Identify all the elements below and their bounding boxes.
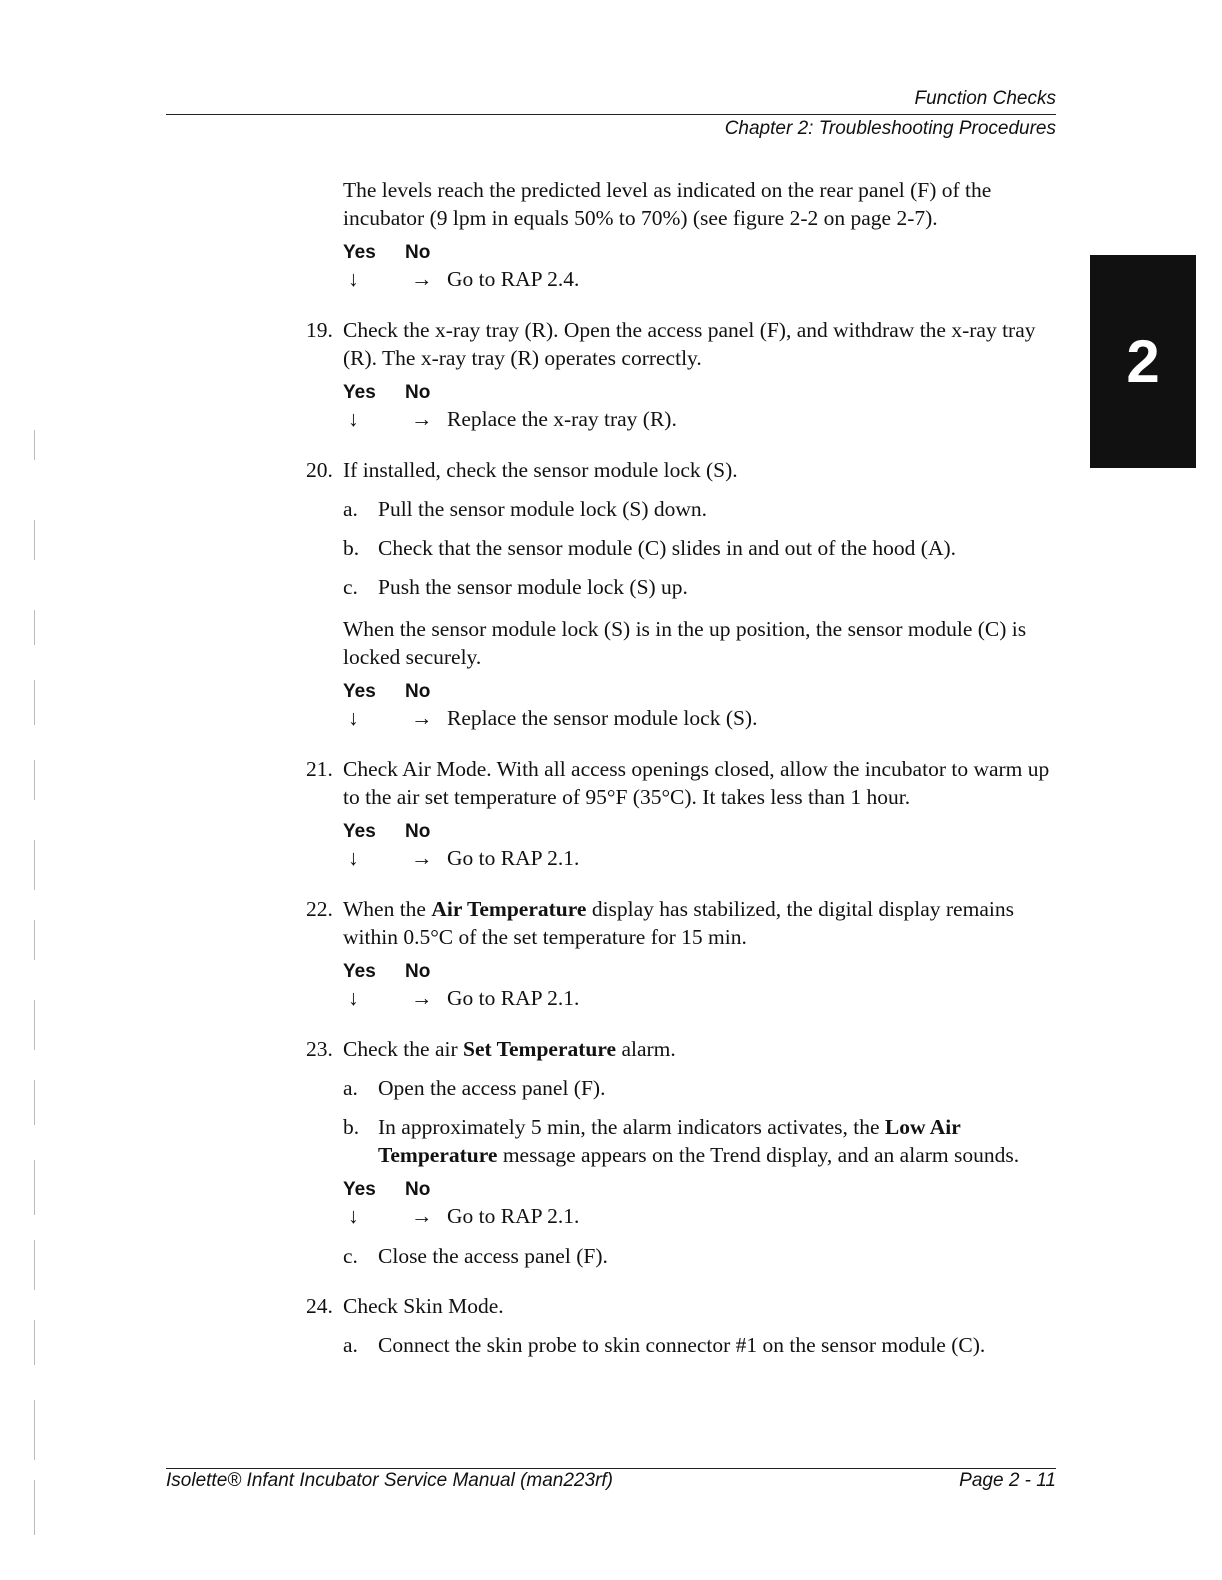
yes-no-labels bbox=[306, 242, 1066, 264]
step-21 bbox=[306, 755, 1066, 811]
right-arrow-icon: → bbox=[411, 986, 433, 1010]
substep bbox=[306, 1242, 1066, 1270]
substep bbox=[306, 573, 1066, 601]
yes-no-labels bbox=[306, 382, 1066, 404]
action-text: Go to RAP 2.1. bbox=[447, 986, 580, 1010]
decision-action bbox=[306, 264, 1066, 294]
substep-letter: b. bbox=[343, 1115, 360, 1139]
down-arrow-icon: ↓ bbox=[348, 706, 359, 730]
action-text: Go to RAP 2.1. bbox=[447, 846, 580, 870]
yes-label: Yes bbox=[343, 242, 376, 263]
step-text: Check the x-ray tray (R). Open the access panel (F), and withdraw the x-ray tray (R). The x-ray tray (R) operates correctly. bbox=[343, 318, 1036, 370]
step-text: Check the air Set Temperature alarm. bbox=[343, 1037, 676, 1061]
yes-label: Yes bbox=[343, 821, 376, 842]
step-number: 21. bbox=[306, 757, 333, 781]
decision-action bbox=[306, 983, 1066, 1013]
step-text: If installed, check the sensor module lock (S). bbox=[343, 458, 738, 482]
footer-rule bbox=[166, 1468, 1056, 1469]
down-arrow-icon: ↓ bbox=[348, 267, 359, 291]
right-arrow-icon: → bbox=[411, 407, 433, 431]
chapter-tab: 2 bbox=[1090, 255, 1196, 468]
yes-no-labels bbox=[306, 821, 1066, 843]
action-text: Go to RAP 2.4. bbox=[447, 267, 580, 291]
yes-no-labels bbox=[306, 681, 1066, 703]
action-text: Replace the sensor module lock (S). bbox=[447, 706, 758, 730]
right-arrow-icon: → bbox=[411, 846, 433, 870]
step-22 bbox=[306, 895, 1066, 951]
substep-text: Pull the sensor module lock (S) down. bbox=[378, 497, 708, 521]
down-arrow-icon: ↓ bbox=[348, 407, 359, 431]
substep-letter: a. bbox=[343, 497, 358, 521]
substep-letter: a. bbox=[343, 1333, 358, 1357]
step-number: 19. bbox=[306, 318, 333, 342]
down-arrow-icon: ↓ bbox=[348, 846, 359, 870]
yes-label: Yes bbox=[343, 961, 376, 982]
running-header-section: Function Checks bbox=[914, 88, 1056, 109]
step-19 bbox=[306, 316, 1066, 372]
no-label: No bbox=[405, 821, 431, 842]
decision-action bbox=[306, 1201, 1066, 1231]
binding-marks bbox=[28, 430, 40, 1540]
step-24 bbox=[306, 1292, 1066, 1320]
step-number: 24. bbox=[306, 1294, 333, 1318]
action-text: Replace the x-ray tray (R). bbox=[447, 407, 677, 431]
footer-manual-title: Isolette® Infant Incubator Service Manual (man223rf) bbox=[166, 1470, 614, 1491]
substep-letter: a. bbox=[343, 1076, 358, 1100]
step-note: When the sensor module lock (S) is in the up position, the sensor module (C) is locked securely. bbox=[343, 617, 1027, 669]
no-label: No bbox=[405, 961, 431, 982]
yes-label: Yes bbox=[343, 1179, 376, 1200]
substep-text: Connect the skin probe to skin connector #1 on the sensor module (C). bbox=[378, 1333, 986, 1357]
no-label: No bbox=[405, 1179, 431, 1200]
yes-label: Yes bbox=[343, 681, 376, 702]
substep bbox=[306, 1331, 1066, 1359]
substep-letter: b. bbox=[343, 536, 360, 560]
step-number: 23. bbox=[306, 1037, 333, 1061]
page-number: Page 2 - 11 bbox=[959, 1470, 1056, 1491]
step-text: When the Air Temperature display has stabilized, the digital display remains within 0.5°C of the set temperature for 15 min. bbox=[343, 897, 1014, 949]
yes-label: Yes bbox=[343, 382, 376, 403]
decision-action bbox=[306, 703, 1066, 733]
emphasis: Air Temperature bbox=[431, 897, 587, 921]
substep-letter: c. bbox=[343, 1244, 358, 1268]
substep-text: In approximately 5 min, the alarm indicators activates, the Low Air Temperature message appears on the Trend display, and an alarm sounds. bbox=[378, 1115, 1020, 1167]
substep bbox=[306, 534, 1066, 562]
substep bbox=[306, 1113, 1066, 1169]
no-label: No bbox=[405, 382, 431, 403]
intro-paragraph: The levels reach the predicted level as indicated on the rear panel (F) of the incubator (9 lpm in equals 50% to 70%) (see figure 2-2 on page 2-7). bbox=[343, 178, 992, 230]
yes-no-labels bbox=[306, 961, 1066, 983]
substep-text: Close the access panel (F). bbox=[378, 1244, 608, 1268]
emphasis: Set Temperature bbox=[463, 1037, 617, 1061]
no-label: No bbox=[405, 681, 431, 702]
right-arrow-icon: → bbox=[411, 1204, 433, 1228]
substep-text: Check that the sensor module (C) slides in and out of the hood (A). bbox=[378, 536, 957, 560]
substep bbox=[306, 1074, 1066, 1102]
step-20 bbox=[306, 456, 1066, 484]
down-arrow-icon: ↓ bbox=[348, 1204, 359, 1228]
no-label: No bbox=[405, 242, 431, 263]
step-number: 22. bbox=[306, 897, 333, 921]
substep-letter: c. bbox=[343, 575, 358, 599]
step-text: Check Skin Mode. bbox=[343, 1294, 504, 1318]
emphasis: Low Air Temperature bbox=[378, 1115, 961, 1167]
substep-text: Push the sensor module lock (S) up. bbox=[378, 575, 688, 599]
decision-action bbox=[306, 843, 1066, 873]
substep bbox=[306, 495, 1066, 523]
substep-text: Open the access panel (F). bbox=[378, 1076, 606, 1100]
down-arrow-icon: ↓ bbox=[348, 986, 359, 1010]
action-text: Go to RAP 2.1. bbox=[447, 1204, 580, 1228]
page-body bbox=[306, 176, 1066, 1359]
right-arrow-icon: → bbox=[411, 267, 433, 291]
header-rule bbox=[166, 114, 1056, 115]
running-header-chapter: Chapter 2: Troubleshooting Procedures bbox=[724, 118, 1056, 139]
decision-action bbox=[306, 404, 1066, 434]
step-text: Check Air Mode. With all access openings closed, allow the incubator to warm up to the air set temperature of 95°F (35°C). It takes less than 1 hour. bbox=[343, 757, 1050, 809]
yes-no-labels bbox=[306, 1179, 1066, 1201]
step-number: 20. bbox=[306, 458, 333, 482]
step-23 bbox=[306, 1035, 1066, 1063]
right-arrow-icon: → bbox=[411, 706, 433, 730]
